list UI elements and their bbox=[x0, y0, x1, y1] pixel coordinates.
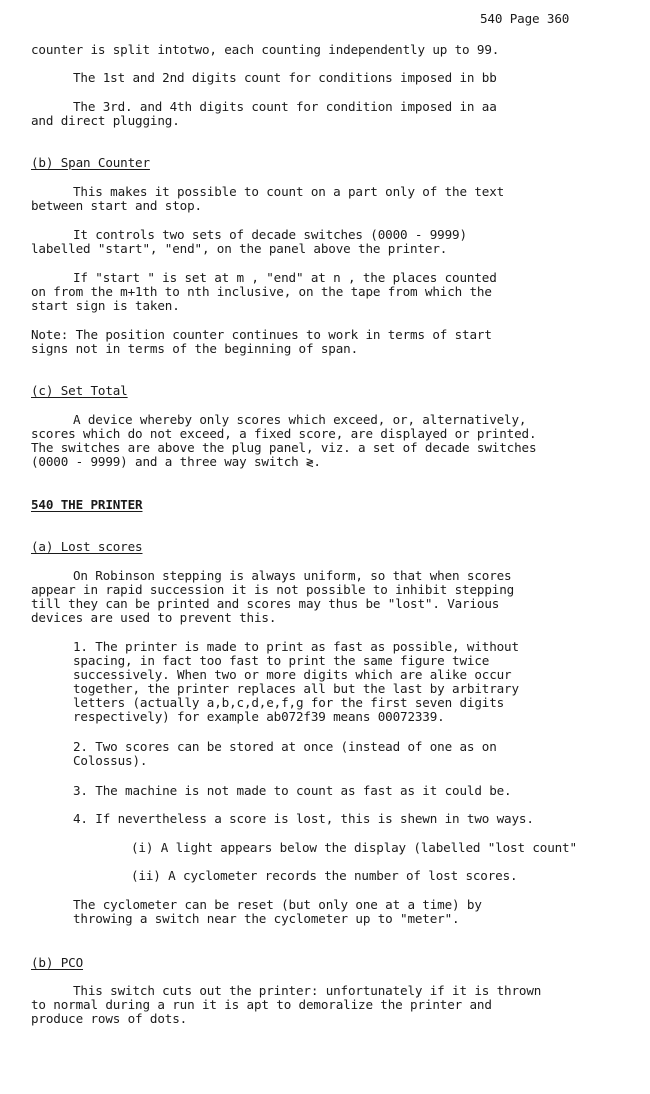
span-counter-line-5: If "start " is set at m , "end" at n , the places counted bbox=[73, 270, 497, 285]
intro-line-2: The 1st and 2nd digits count for conditions imposed in bb bbox=[73, 70, 497, 85]
pco-line-1: This switch cuts out the printer: unfortunately if it is thrown bbox=[73, 983, 542, 998]
set-total-line-1: A device whereby only scores which exceed, or, alternatively, bbox=[73, 412, 527, 427]
span-counter-line-3: It controls two sets of decade switches (0000 - 9999) bbox=[73, 227, 467, 242]
lost-scores-line-3: till they can be printed and scores may thus be "lost". Various bbox=[31, 596, 500, 611]
lost-scores-heading: (a) Lost scores bbox=[31, 539, 143, 554]
lost-scores-item-1-line-6: respectively) for example ab072f39 means 00072339. bbox=[73, 709, 445, 724]
intro-line-1: counter is split intotwo, each counting independently up to 99. bbox=[31, 42, 500, 57]
cyclometer-line-2: throwing a switch near the cyclometer up to "meter". bbox=[73, 911, 460, 926]
pco-heading: (b) PCO bbox=[31, 955, 84, 970]
lost-scores-line-4: devices are used to prevent this. bbox=[31, 610, 277, 625]
span-counter-line-1: This makes it possible to count on a part only of the text bbox=[73, 184, 505, 199]
lost-scores-item-4: 4. If nevertheless a score is lost, this is shewn in two ways. bbox=[73, 811, 534, 826]
lost-scores-item-1-line-4: together, the printer replaces all but the last by arbitrary bbox=[73, 681, 519, 696]
span-counter-line-4: labelled "start", "end", on the panel above the printer. bbox=[31, 241, 448, 256]
span-counter-note-line-1: Note: The position counter continues to work in terms of start bbox=[31, 327, 492, 342]
lost-scores-item-1-line-2: spacing, in fact too fast to print the same figure twice bbox=[73, 653, 490, 668]
printer-heading: 540 THE PRINTER bbox=[31, 497, 143, 512]
pco-line-3: produce rows of dots. bbox=[31, 1011, 188, 1026]
lost-scores-item-2-line-1: 2. Two scores can be stored at once (instead of one as on bbox=[73, 739, 497, 754]
lost-scores-item-4-sub-i: (i) A light appears below the display (labelled "lost count" bbox=[131, 840, 577, 855]
span-counter-note-line-2: signs not in terms of the beginning of span. bbox=[31, 341, 359, 356]
page-number: 540 Page 360 bbox=[480, 11, 570, 26]
cyclometer-line-1: The cyclometer can be reset (but only one at a time) by bbox=[73, 897, 482, 912]
lost-scores-item-2-line-2: Colossus). bbox=[73, 753, 148, 768]
span-counter-line-7: start sign is taken. bbox=[31, 298, 180, 313]
span-counter-line-6: on from the m+1th to nth inclusive, on the tape from which the bbox=[31, 284, 492, 299]
intro-line-3: The 3rd. and 4th digits count for condition imposed in aa bbox=[73, 99, 497, 114]
lost-scores-item-1-line-1: 1. The printer is made to print as fast as possible, without bbox=[73, 639, 519, 654]
lost-scores-line-1: On Robinson stepping is always uniform, so that when scores bbox=[73, 568, 512, 583]
set-total-heading: (c) Set Total bbox=[31, 383, 128, 398]
span-counter-line-2: between start and stop. bbox=[31, 198, 202, 213]
lost-scores-item-1-line-3: successively. When two or more digits which are alike occur bbox=[73, 667, 512, 682]
span-counter-heading: (b) Span Counter bbox=[31, 155, 150, 170]
set-total-line-2: scores which do not exceed, a fixed score, are displayed or printed. bbox=[31, 426, 537, 441]
intro-line-4: and direct plugging. bbox=[31, 113, 180, 128]
set-total-line-3: The switches are above the plug panel, viz. a set of decade switches bbox=[31, 440, 537, 455]
pco-line-2: to normal during a run it is apt to demoralize the printer and bbox=[31, 997, 492, 1012]
set-total-line-4: (0000 - 9999) and a three way switch ≷. bbox=[31, 454, 321, 469]
lost-scores-item-1-line-5: letters (actually a,b,c,d,e,f,g for the first seven digits bbox=[73, 695, 505, 710]
lost-scores-line-2: appear in rapid succession it is not possible to inhibit stepping bbox=[31, 582, 515, 597]
lost-scores-item-4-sub-ii: (ii) A cyclometer records the number of lost scores. bbox=[131, 868, 518, 883]
lost-scores-item-3: 3. The machine is not made to count as fast as it could be. bbox=[73, 783, 512, 798]
